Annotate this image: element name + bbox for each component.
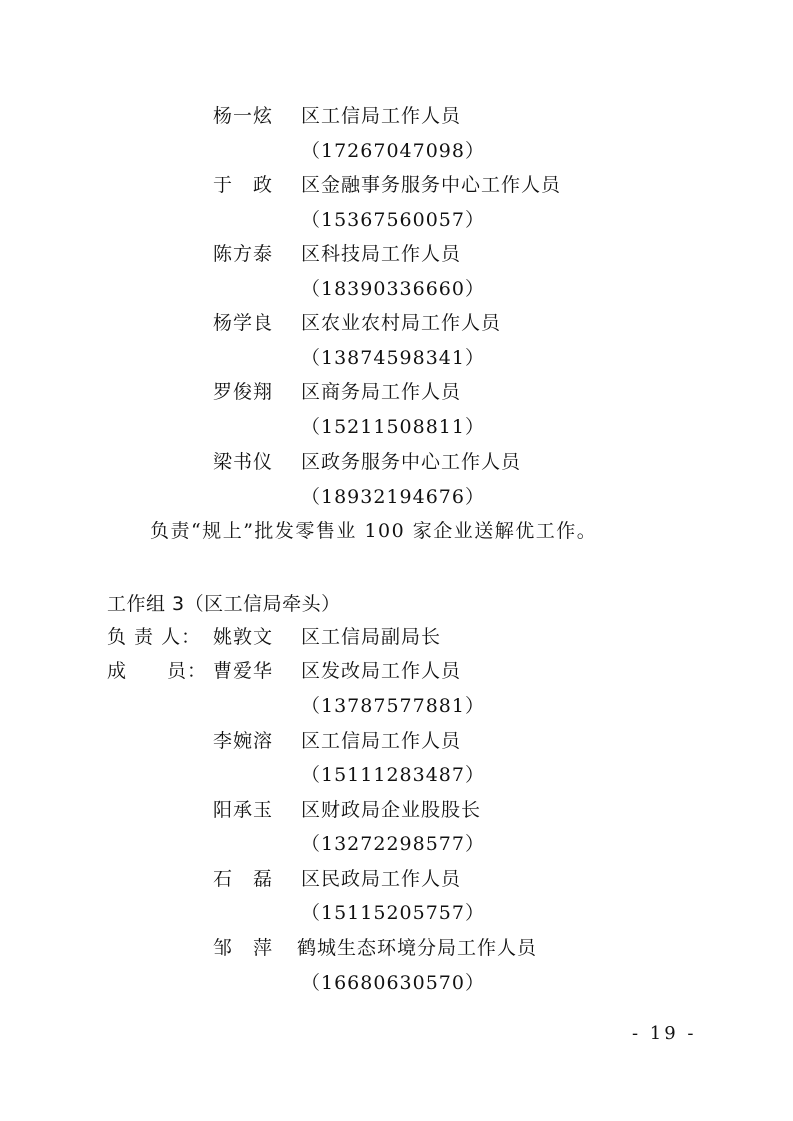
leader-label: 负 责 人： (107, 626, 202, 648)
member-name: 曹爱华 (213, 660, 274, 682)
member-role: 区工信局工作人员 (301, 105, 462, 127)
leader-role: 区工信局副局长 (301, 626, 442, 648)
member-role: 区商务局工作人员 (301, 381, 462, 403)
member-phone: （16680630570） (301, 972, 485, 994)
member-name: 杨一炫 (213, 105, 274, 127)
member-phone: （15115205757） (301, 902, 485, 924)
member-phone: （15367560057） (301, 209, 485, 231)
member-phone: （18390336660） (301, 278, 485, 300)
page-number: - 19 - (632, 1023, 697, 1044)
member-name: 陈方泰 (213, 243, 274, 265)
member-name: 阳承玉 (213, 799, 274, 821)
member-role: 区民政局工作人员 (301, 868, 462, 890)
member-role: 区农业农村局工作人员 (301, 312, 502, 334)
member-role: 区工信局工作人员 (301, 730, 462, 752)
member-phone: （15111283487） (301, 764, 485, 786)
member-phone: （13787577881） (301, 695, 485, 717)
member-role: 鹤城生态环境分局工作人员 (297, 937, 538, 959)
member-role: 区金融事务服务中心工作人员 (301, 174, 562, 196)
member-role: 区科技局工作人员 (301, 243, 462, 265)
member-role: 区政务服务中心工作人员 (301, 451, 522, 473)
leader-name: 姚敦文 (213, 626, 274, 648)
member-name: 石 磊 (213, 868, 274, 890)
member-phone: （17267047098） (301, 140, 485, 162)
member-name: 李婉溶 (213, 730, 274, 752)
member-name: 罗俊翔 (213, 381, 274, 403)
section-heading: 工作组 3（区工信局牵头） (107, 593, 341, 615)
members-label: 成 员： (107, 660, 208, 682)
member-role: 区发改局工作人员 (301, 660, 462, 682)
member-name: 邹 萍 (213, 937, 274, 959)
member-role: 区财政局企业股股长 (301, 799, 482, 821)
member-phone: （13272298577） (301, 833, 485, 855)
member-name: 杨学良 (213, 312, 274, 334)
member-phone: （13874598341） (301, 347, 485, 369)
member-name: 梁书仪 (213, 451, 274, 473)
member-phone: （18932194676） (301, 486, 485, 508)
member-name: 于 政 (213, 174, 274, 196)
duty-text: 负责“规上”批发零售业 100 家企业送解优工作。 (150, 520, 598, 542)
member-phone: （15211508811） (301, 416, 485, 438)
